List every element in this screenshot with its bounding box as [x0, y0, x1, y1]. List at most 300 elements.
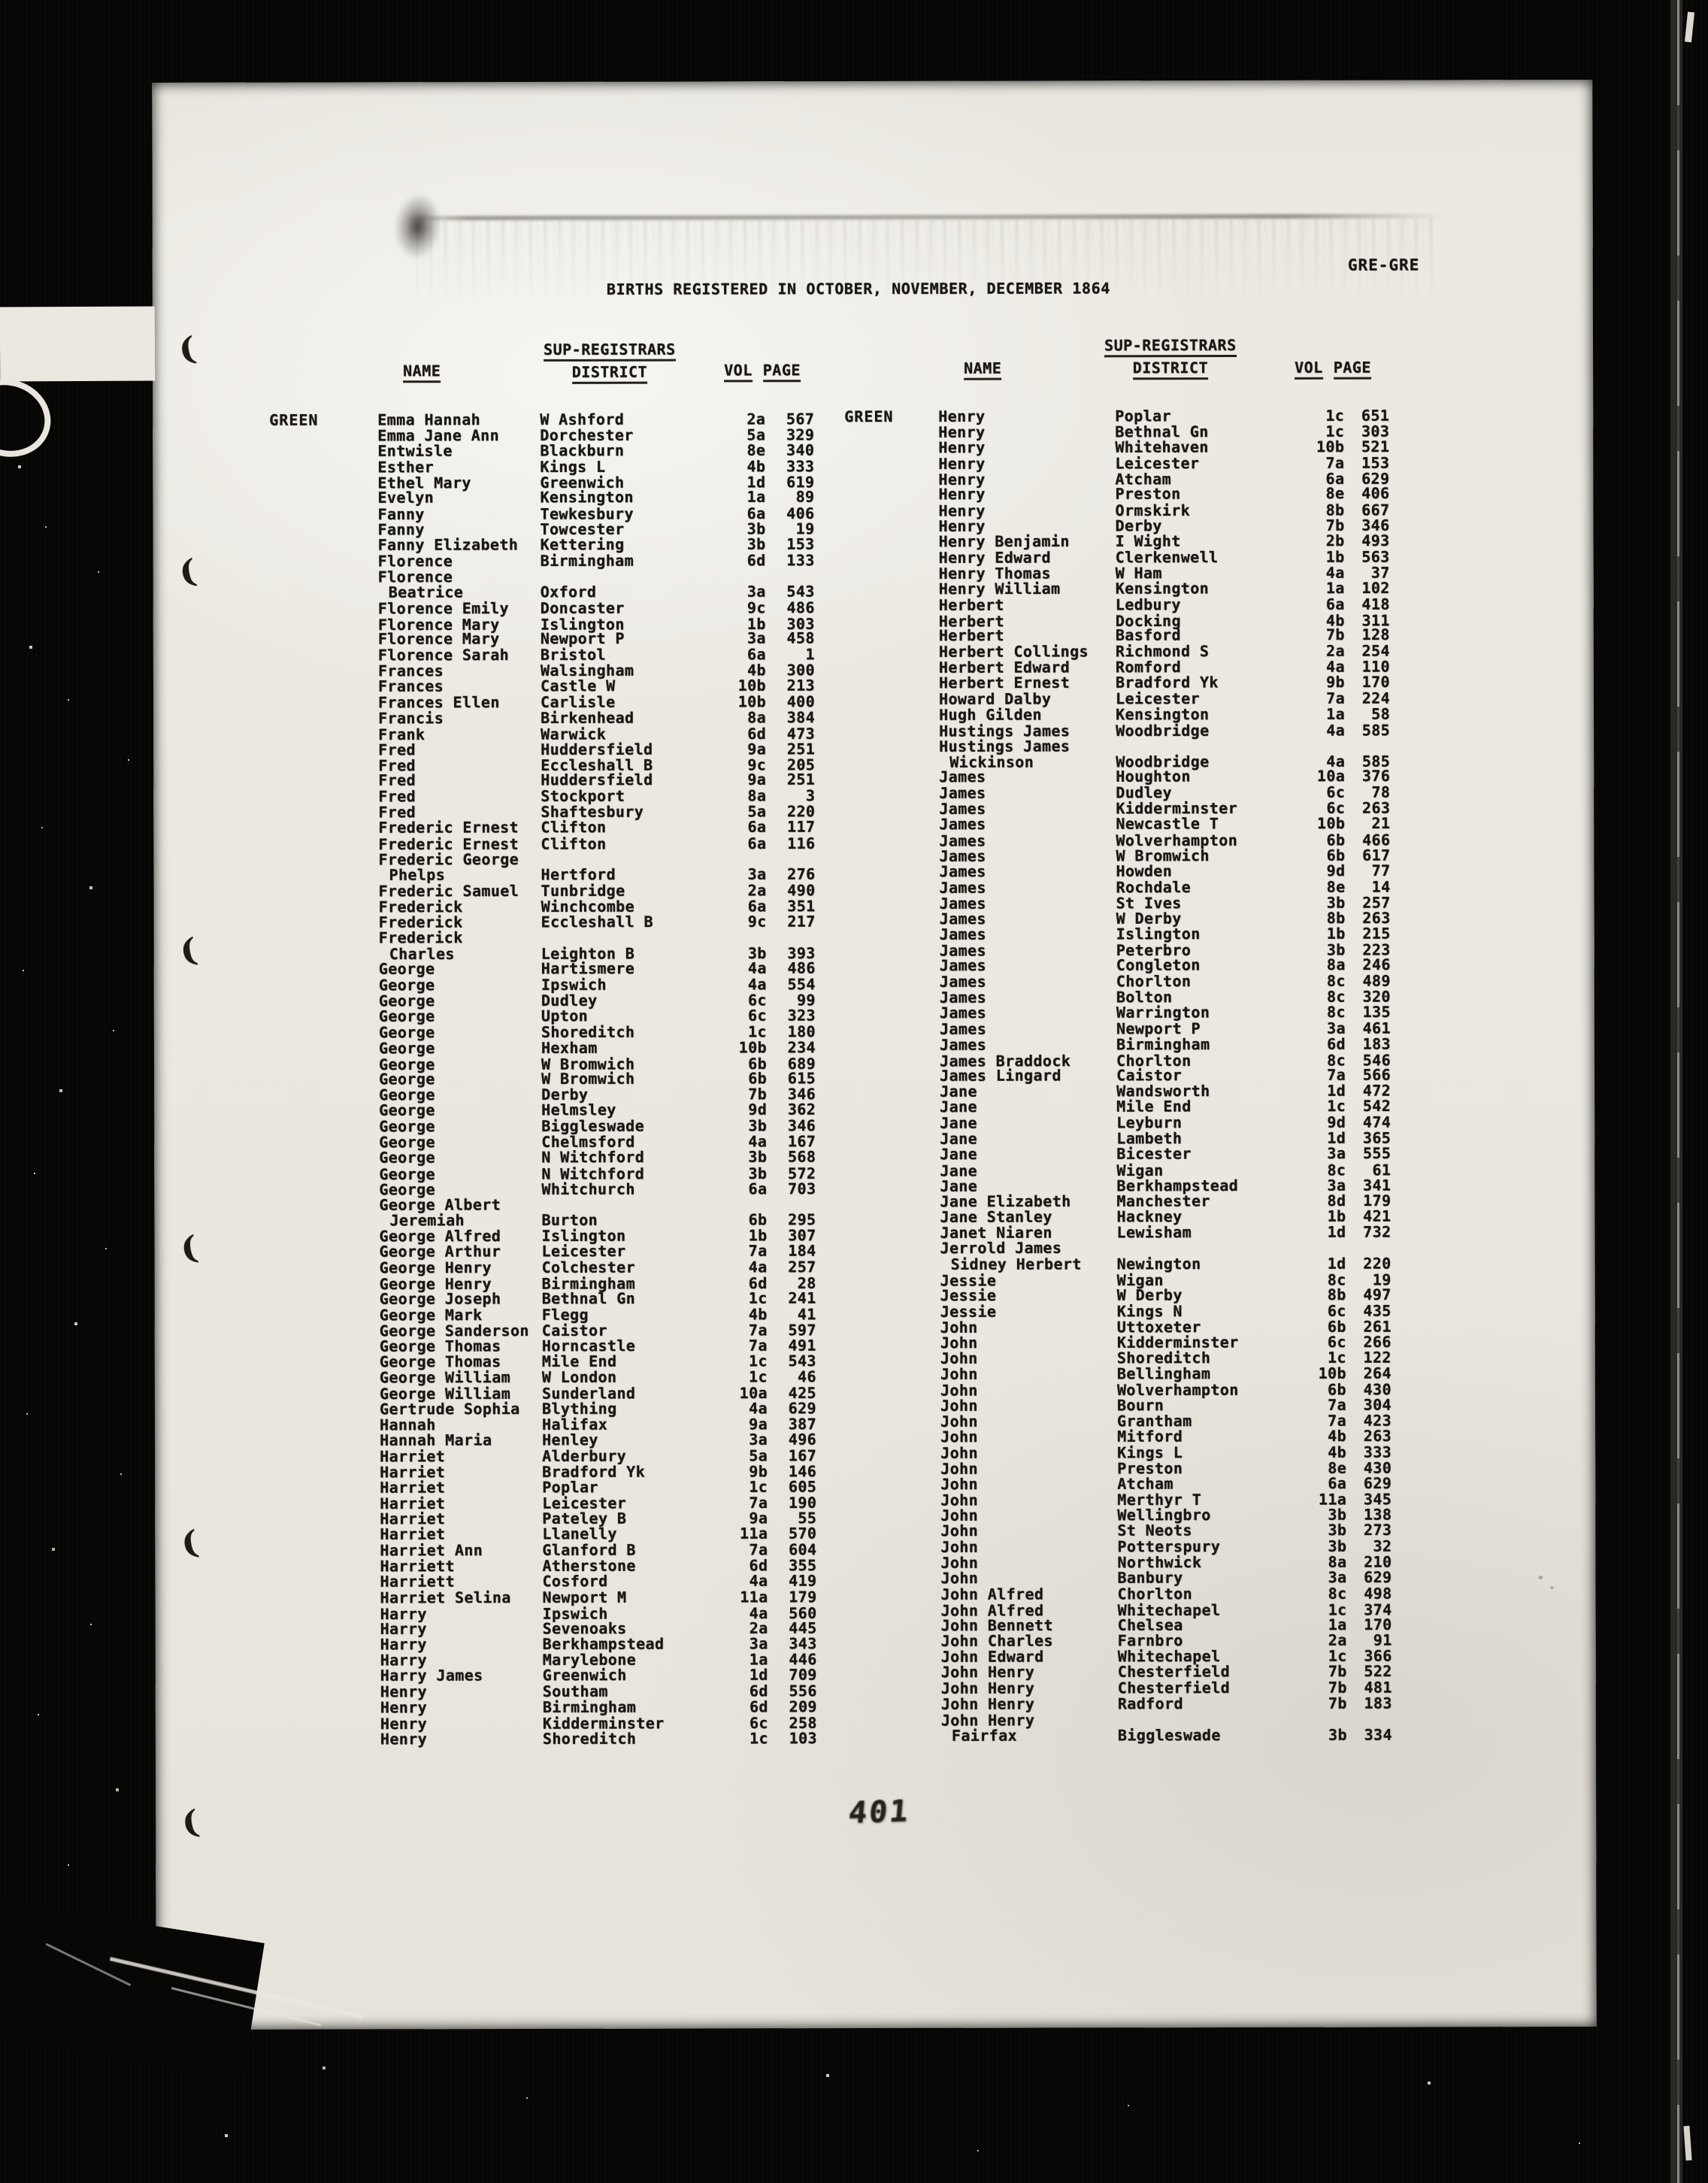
given-name: Hugh Gilden [939, 705, 1042, 724]
volume-ref: 1b [1327, 1207, 1346, 1226]
registration-district: Mile End [541, 1352, 617, 1371]
volume-ref: 7a [749, 1494, 768, 1512]
page-ref: 300 [786, 661, 815, 680]
given-name: Henry William [938, 579, 1061, 598]
volume-ref: 4a [748, 1132, 768, 1151]
given-name: Herbert [938, 611, 1004, 631]
given-name: Herbert Collings [938, 642, 1089, 662]
given-name: John Charles [940, 1631, 1053, 1651]
page-ref: 251 [786, 771, 816, 789]
given-name: George [378, 1055, 435, 1073]
page-ref: 629 [788, 1399, 817, 1418]
volume-ref: 6d [749, 1556, 768, 1575]
volume-ref: 1a [1325, 578, 1345, 597]
registration-district: Berkhampstead [1116, 1176, 1239, 1194]
page-ref: 419 [789, 1571, 817, 1590]
page-ref: 220 [1363, 1254, 1392, 1273]
given-name: Jane [940, 1161, 978, 1180]
page-ref: 170 [1364, 1615, 1392, 1633]
page-ref: 263 [1362, 908, 1391, 927]
registration-district: Leicester [1115, 689, 1201, 708]
document-page [152, 80, 1596, 2030]
given-name: James [939, 941, 986, 960]
given-name: George [379, 1085, 435, 1104]
page-ref: 340 [786, 441, 815, 459]
page-ref: 303 [1361, 422, 1390, 441]
given-name: George Alfred [379, 1227, 501, 1246]
registration-district: Alderbury [542, 1446, 627, 1465]
given-name: Jane [940, 1098, 977, 1116]
given-name: John Edward [940, 1647, 1044, 1667]
registration-district: Kensington [1116, 704, 1210, 724]
registration-district: Southam [542, 1682, 608, 1701]
given-name: George William [379, 1384, 511, 1403]
page-ref: 102 [1361, 578, 1390, 597]
registration-district: Blything [541, 1399, 617, 1418]
volume-ref: 4b [746, 456, 766, 476]
given-name: Howard Dalby [938, 689, 1052, 708]
page-ref: 264 [1363, 1364, 1392, 1382]
volume-ref: 4a [1325, 563, 1345, 582]
page-ref: 224 [1361, 689, 1391, 707]
volume-ref: 6c [1326, 798, 1346, 818]
page-ref: 497 [1363, 1285, 1392, 1303]
given-name: Jane Stanley [940, 1207, 1052, 1227]
registration-district: Preston [1115, 484, 1181, 504]
page-ref: 572 [787, 1164, 816, 1182]
registration-district: Kettering [540, 535, 625, 554]
volume-ref: 10b [737, 676, 766, 695]
page-ref: 320 [1362, 987, 1391, 1006]
volume-ref: 1a [749, 1650, 768, 1669]
registration-district: Derby [1115, 516, 1162, 535]
given-name: Florence Mary [377, 615, 500, 634]
volume-ref: 11a [1318, 1490, 1347, 1509]
registration-district: Hertford [541, 864, 616, 884]
given-name: Harry James [380, 1666, 483, 1685]
given-name: Fairfax [951, 1726, 1018, 1745]
given-name: John [940, 1349, 978, 1368]
registration-district: Newport M [542, 1588, 627, 1606]
volume-ref: 3a [1327, 1019, 1346, 1037]
given-name: Ethel Mary [377, 473, 471, 492]
page-ref: 709 [789, 1665, 817, 1684]
volume-ref: 1b [1326, 925, 1346, 943]
page-ref: 346 [787, 1116, 816, 1135]
volume-ref: 4a [1326, 721, 1346, 740]
volume-ref: 2a [746, 410, 766, 428]
page-ref: 251 [786, 739, 816, 758]
page-ref: 430 [1363, 1380, 1392, 1399]
registration-district: Shoreditch [542, 1729, 637, 1748]
given-name: Charles [389, 945, 455, 964]
registration-district: Northwick [1117, 1553, 1202, 1572]
page-ref: 153 [786, 534, 815, 553]
given-name: Frances [377, 677, 444, 695]
given-name: George Thomas [379, 1352, 501, 1371]
registration-district: Howden [1116, 861, 1173, 880]
volume-ref: 3a [749, 1430, 768, 1449]
registration-district: Walsingham [540, 661, 634, 680]
volume-ref: 10b [737, 692, 767, 711]
registration-district: Glanford B [542, 1540, 636, 1560]
registration-district: W Derby [1116, 909, 1182, 928]
volume-ref: 1d [1327, 1081, 1346, 1101]
page-ref: 617 [1362, 846, 1391, 864]
page-ref: 546 [1362, 1050, 1392, 1069]
given-name: Henry [938, 470, 986, 489]
film-exposure-block [0, 306, 155, 381]
volume-ref: 1c [749, 1729, 768, 1748]
given-name: Wickinson [949, 752, 1034, 771]
page-ref: 651 [1361, 406, 1390, 425]
given-name: Jessie [940, 1285, 997, 1305]
page-ref: 61 [1372, 1161, 1392, 1179]
page-ref: 333 [786, 456, 815, 475]
page-ref: 257 [788, 1258, 816, 1276]
registration-district: Congleton [1116, 955, 1201, 974]
given-name: Jane [940, 1129, 978, 1148]
given-name: George [379, 1117, 435, 1136]
given-name: John [940, 1506, 979, 1525]
volume-ref: 7a [1328, 1411, 1347, 1430]
registration-district: Atcham [1115, 469, 1172, 488]
column-header-name-right: NAME [964, 359, 1001, 377]
given-name: John [940, 1381, 978, 1400]
registration-district: Hexham [541, 1038, 598, 1057]
registration-district: Stockport [541, 787, 625, 806]
punch-crescent-mark: ( [176, 552, 200, 592]
page-ref: 481 [1364, 1678, 1392, 1697]
page-ref: 486 [787, 958, 816, 977]
volume-ref: 7a [1326, 689, 1346, 707]
volume-ref: 6d [746, 551, 766, 570]
volume-ref: 8e [1326, 877, 1346, 896]
volume-ref: 7a [748, 1241, 768, 1260]
page-ref: 261 [1363, 1317, 1392, 1336]
registration-district: Kidderminster [542, 1714, 665, 1733]
registration-district: Chesterfield [1117, 1662, 1231, 1681]
film-dust-speckles [0, 0, 2, 2]
registration-district: Grantham [1116, 1412, 1192, 1431]
volume-ref: 3b [1328, 1506, 1347, 1524]
page-ref: 343 [789, 1634, 817, 1653]
given-name: George Arthur [379, 1242, 501, 1261]
given-name: George [378, 992, 435, 1010]
volume-ref: 7b [748, 1085, 768, 1104]
volume-ref: 6c [1326, 783, 1346, 802]
page-ref: 146 [788, 1461, 817, 1480]
registration-district: Bellingham [1116, 1364, 1211, 1383]
volume-ref: 6d [1327, 1034, 1346, 1053]
volume-ref: 6c [1327, 1332, 1346, 1351]
page-ref: 435 [1363, 1301, 1392, 1320]
volume-ref: 6b [1327, 1317, 1346, 1336]
volume-ref: 9c [747, 755, 767, 774]
page-ref: 1 [805, 645, 815, 664]
given-name: James [939, 861, 986, 881]
given-name: Henry Thomas [938, 564, 1051, 583]
registration-district: Mile End [1116, 1097, 1192, 1116]
given-name: James [939, 784, 986, 803]
page-ref: 78 [1371, 783, 1391, 801]
registration-district: Henley [542, 1431, 598, 1449]
registration-district: Oxford [540, 582, 597, 601]
page-ref: 543 [786, 582, 815, 601]
page-ref: 355 [789, 1556, 817, 1575]
registration-district: Islington [541, 1227, 626, 1246]
page-ref: 418 [1361, 595, 1390, 613]
given-name: Harriett [380, 1572, 456, 1591]
given-name: Harriet [380, 1494, 446, 1513]
page-title: BIRTHS REGISTERED IN OCTOBER, NOVEMBER, DECEMBER 1864 [606, 279, 1110, 298]
volume-ref: 6d [747, 724, 767, 743]
page-ref: 37 [1370, 563, 1390, 582]
given-name: Florence Sarah [377, 646, 510, 665]
registration-district: Islington [1116, 925, 1201, 943]
registration-district: Newington [1116, 1255, 1201, 1273]
registration-district: Kidderminster [1116, 1332, 1239, 1352]
page-ref: 91 [1373, 1631, 1392, 1650]
page-ref: 425 [788, 1384, 816, 1403]
given-name: Harriet [380, 1478, 446, 1497]
given-name: George Albert [379, 1194, 501, 1214]
page-ref: 110 [1361, 657, 1390, 676]
page-ref: 615 [787, 1069, 816, 1088]
page-ref: 585 [1361, 721, 1391, 740]
registration-district: Dudley [541, 991, 598, 1010]
volume-ref: 1d [746, 472, 766, 491]
given-name: John [940, 1537, 979, 1556]
volume-ref: 9a [749, 1509, 768, 1527]
given-name: Fanny [377, 505, 425, 524]
registration-district: Bradford Yk [1115, 673, 1219, 692]
volume-ref: 9a [747, 740, 767, 758]
volume-ref: 3a [749, 1634, 768, 1653]
volume-ref: 6b [748, 1210, 768, 1229]
registration-district: Leicester [541, 1242, 626, 1261]
page-ref: 629 [1361, 469, 1390, 488]
page-ref: 597 [788, 1320, 816, 1339]
registration-district: Kidderminster [1116, 799, 1238, 818]
volume-ref: 10b [738, 1037, 768, 1057]
surname-group-label: GREEN [269, 410, 319, 429]
page-ref: 210 [1364, 1552, 1392, 1571]
registration-district: Leicester [542, 1494, 627, 1513]
given-name: James [939, 846, 986, 865]
volume-ref: 1d [1327, 1222, 1346, 1242]
registration-district: Birkenhead [541, 708, 634, 727]
registration-district: Blackburn [540, 441, 625, 460]
page-ref: 629 [1364, 1567, 1392, 1586]
page-ref: 496 [788, 1430, 817, 1449]
volume-ref: 6a [748, 1179, 768, 1197]
given-name: Henry [938, 501, 986, 520]
volume-ref: 1c [1327, 1097, 1346, 1116]
volume-ref: 1c [1328, 1647, 1347, 1666]
page-ref: 99 [796, 991, 816, 1010]
page-ref: 153 [1361, 453, 1390, 472]
registration-district: Shoreditch [1116, 1349, 1211, 1367]
registration-district: Kensington [1115, 579, 1210, 598]
page-ref: 3 [805, 786, 816, 805]
volume-ref: 3a [747, 864, 767, 883]
given-name: Hannah Maria [380, 1431, 492, 1449]
registration-district: Whitechapel [1117, 1600, 1221, 1619]
registration-district: Cosford [542, 1572, 608, 1591]
page-ref: 55 [798, 1509, 817, 1527]
registration-district: Castle W [540, 677, 616, 695]
registration-district: Horncastle [541, 1336, 636, 1355]
given-name: George [378, 1007, 435, 1025]
page-ref: 667 [1361, 501, 1390, 519]
volume-ref: 7b [1325, 625, 1345, 644]
registration-district: Huddersfield [541, 771, 653, 789]
given-name: George [379, 1179, 436, 1199]
registration-district: I Wight [1115, 531, 1181, 550]
given-name: John [940, 1318, 978, 1337]
given-name: George William [379, 1368, 511, 1387]
volume-ref: 9a [747, 771, 767, 789]
volume-ref: 8c [1326, 987, 1346, 1006]
registration-district: Warwick [541, 725, 607, 743]
page-ref: 567 [786, 410, 815, 428]
registration-district: Tunbridge [541, 881, 625, 900]
page-ref: 258 [789, 1713, 817, 1732]
given-name: Henry [938, 516, 986, 536]
registration-district: Biggleswade [541, 1116, 645, 1136]
given-name: Frederic Ernest [378, 818, 519, 837]
given-name: Harry [380, 1635, 427, 1654]
volume-ref: 1c [748, 1352, 768, 1370]
registration-district: Preston [1117, 1458, 1183, 1477]
page-ref: 563 [1361, 547, 1390, 566]
registration-district: Pateley B [542, 1509, 627, 1528]
page-ref: 560 [789, 1603, 817, 1622]
volume-ref: 4a [1326, 752, 1346, 771]
registration-district: Clerkenwell [1115, 548, 1219, 567]
registration-district: Upton [541, 1007, 589, 1025]
given-name: Henry Benjamin [938, 531, 1070, 551]
volume-ref: 8a [747, 786, 767, 805]
page-ref: 542 [1362, 1097, 1392, 1116]
registration-district: Birmingham [1116, 1034, 1210, 1053]
page-ref: 128 [1361, 625, 1390, 644]
given-name: Frederic Samuel [378, 881, 519, 901]
volume-ref: 8c [1327, 1050, 1346, 1069]
volume-ref: 1a [1326, 704, 1346, 723]
registration-district: Greenwich [542, 1666, 627, 1685]
given-name: George [379, 1133, 435, 1152]
given-name: George Henry [379, 1274, 492, 1294]
given-name: Jane [940, 1144, 978, 1164]
volume-ref: 8e [746, 441, 766, 459]
registration-district: Marylebone [542, 1651, 637, 1670]
registration-district: Bicester [1116, 1144, 1192, 1163]
volume-ref: 6a [747, 896, 767, 915]
registration-district: Basford [1115, 626, 1181, 645]
registration-district: Newcastle T [1116, 814, 1219, 833]
page-ref: 234 [787, 1037, 816, 1056]
volume-ref: 8c [1327, 1270, 1346, 1289]
registration-district: W Ham [1115, 564, 1162, 583]
page-ref: 570 [788, 1524, 817, 1543]
volume-ref: 2b [1325, 531, 1345, 550]
column-header-district-left: SUP-REGISTRARS DISTRICT [544, 341, 676, 384]
page-ref: 446 [789, 1650, 817, 1669]
given-name: James [939, 768, 986, 786]
page-ref: 703 [788, 1179, 816, 1197]
page-ref: 486 [786, 598, 815, 616]
page-ref: 190 [788, 1494, 817, 1512]
given-name: George [378, 1022, 435, 1042]
page-ref: 21 [1371, 814, 1391, 833]
page-ref: 493 [1361, 531, 1390, 550]
volume-ref: 4b [747, 661, 766, 680]
page-ref: 393 [787, 944, 816, 963]
punch-crescent-mark: ( [178, 1803, 202, 1842]
given-name: Jessie [940, 1271, 997, 1290]
volume-ref: 2a [1325, 642, 1345, 661]
given-name: Harry [380, 1604, 427, 1623]
volume-ref: 8c [1326, 971, 1346, 990]
page-ref: 406 [786, 504, 815, 523]
registration-district: Eccleshall B [541, 755, 653, 774]
volume-ref: 11a [739, 1524, 768, 1543]
given-name: Harriet [380, 1524, 446, 1544]
page-ref: 14 [1371, 877, 1391, 896]
page-ref: 46 [797, 1367, 816, 1386]
given-name: Henry [938, 422, 986, 441]
page-ref: 732 [1363, 1222, 1392, 1241]
given-name: John Alfred [940, 1585, 1044, 1603]
page-ref: 257 [1362, 893, 1391, 912]
registration-district: Farnbro [1117, 1631, 1183, 1650]
volume-ref: 6a [746, 504, 766, 523]
given-name: Frederick [378, 913, 463, 931]
page-ref: 183 [1362, 1034, 1391, 1053]
registration-district: Poplar [542, 1477, 598, 1496]
volume-ref: 3a [1327, 1176, 1346, 1194]
column-header-name-left: NAME [403, 362, 441, 380]
registration-district: Whitehaven [1115, 438, 1209, 456]
given-name: Frederick [378, 897, 463, 916]
page-ref: 276 [787, 864, 816, 883]
page-ref: 19 [795, 519, 815, 538]
page-ref: 568 [787, 1147, 816, 1166]
volume-ref: 3b [1328, 1521, 1347, 1540]
page-ref: 223 [1362, 940, 1391, 959]
page-ref: 311 [1361, 610, 1390, 629]
registration-district: Berkhampstead [542, 1635, 665, 1654]
registration-district: W Bromwich [541, 1070, 635, 1088]
given-name: John [940, 1491, 979, 1509]
registration-district: Shoreditch [541, 1022, 635, 1041]
volume-ref: 4a [747, 958, 767, 977]
given-name: Beatrice [388, 583, 464, 601]
page-ref: 490 [787, 880, 816, 899]
given-name: Henry [380, 1682, 428, 1701]
volume-ref: 10b [1318, 1364, 1346, 1383]
page-ref: 498 [1364, 1584, 1392, 1603]
page-ref: 491 [788, 1336, 816, 1355]
page-ref: 241 [788, 1288, 816, 1307]
page-ref: 522 [1364, 1662, 1392, 1681]
registration-district: St Ives [1116, 893, 1182, 912]
registration-district: Biggleswade [1117, 1725, 1221, 1745]
given-name: George Thomas [379, 1336, 501, 1355]
volume-ref: 8b [1325, 501, 1345, 519]
